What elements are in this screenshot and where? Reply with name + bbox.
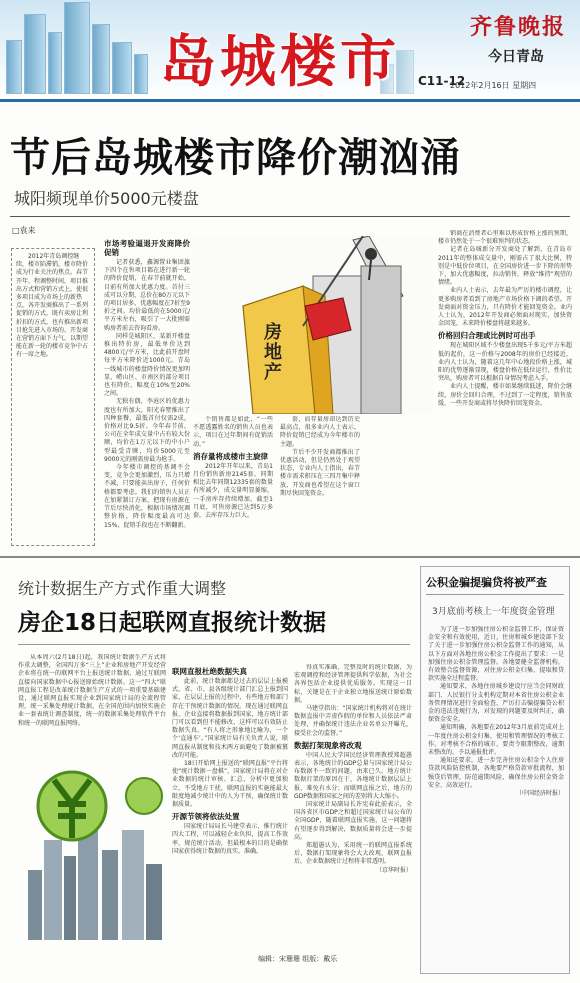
- section-heading: 市场考验逼退开发商降价促销: [104, 239, 190, 257]
- lead-paragraph: 2012年青岛调控继续，楼市陷滞销，楼市降价成为行业关注的焦点。春节开年，程调整时间，项目推出方式和营销方式上，使很多项目成为市场上的新热点，各开发商推出了一系列促销的方式，既有卖房让利折扣的方式，也有推出新项目抢先进入市场的。开发商在营销方面下力气，以期望能在新一轮的楼市竞争中占有一席之地。: [16, 253, 89, 359]
- skyline-building: [24, 14, 46, 94]
- article-column: [193, 416, 273, 552]
- source-credit: （京华时报）: [375, 866, 412, 874]
- sidebar-title: 公积金骗提骗贷将被严查: [426, 576, 547, 589]
- paragraph: 业内人士表示，去年最为严厉的楼市调控，让更多购房者看到了房地产市场价格下调的希望。开发商面对资金压力，只有降价才能回笼资金。业内人士认为，2012年开发商必须面对现实，加快资金回笼，未来降价楼盘将越来越多。: [438, 287, 572, 328]
- divider: [10, 216, 570, 217]
- masthead: [0, 0, 580, 100]
- main-subheadline: 城阳频现单价5000元楼盘: [14, 189, 199, 208]
- real-estate-illustration: [193, 236, 433, 414]
- section-title: 岛城楼市: [160, 30, 400, 95]
- paragraph: 套，而存量房却达到历史最高点，很多业内人士表示，降价促销已经成为今年楼市的主题。: [280, 416, 360, 448]
- paragraph: 通知要求，各地住房城乡建设厅应当会同财政部门、人民银行分支机构定期对本省住房公积金业务管理情况进行全面检查，严厉打击骗提骗贷公积金的违法违规行为，对发现的问题要及时纠正，确保资金安全。: [428, 683, 564, 724]
- illustration-sign: 房地产: [261, 322, 282, 382]
- section-heading: 消存量将成楼市主旋律: [193, 451, 268, 461]
- section-divider: [0, 556, 580, 558]
- bottom-kicker: 统计数据生产方式作重大调整: [18, 579, 227, 598]
- paragraph: 郑超愚认为，采用统一的联网直报系统后，数据打架现象将会大大改观，联网直报后，企业数据统计过程将非常透明。: [294, 842, 412, 866]
- paragraph: 无独有偶，李沧区的优惠力度也有所加大，阳光春墅推出了四种套餐，最低首付仅需2成，价格对比9.5折。今年春节前，公司在全年成交量中占有较大份额，均价在1万元以下的中小户型最受青睐，均价5000元至9000元的刚需房最为抢手。: [104, 398, 190, 463]
- paragraph: 18日开始网上报送的“联网直报”平台将使“统计数据一盘棋”，国家统计局将在对企业数据的统计审核、汇总、分析中更加独立，不受地方干扰，联网直报的实施能最大限度地减少统计中的人为干预，确保统计数据质量。: [172, 760, 288, 809]
- paragraph: 得真实准确、完整及时的统计数据，为宏观调控和经济管理提供科学依据，为社会各界包括企业提供优质服务。实现这一目标，关键是在于企业独立地报送统计原始数据。: [294, 664, 412, 704]
- paragraph: 为了进一步加强住房公积金监督工作，保证资金安全和有效使用，近日，住房和城乡建设部下发了关于进一步加强住房公积金监督工作的通知，从以下方面对各地住房公积金工作提出了要求：一是加强住房公积金管理监督。各地要健全监督机构，有效整合监督资源，对住房公积金归集、提取和贷款实施全过程监督。: [428, 626, 564, 683]
- section-heading: 联网直报杜绝数据失真: [172, 667, 247, 676]
- skyline-building: [112, 42, 132, 94]
- paragraph: 业内人士提醒，楼市如果继续低迷，降价会继续，房价会回归合理，不过到了一定程度，销售放缓，一些开发商或将尽快降价回笼资金。: [438, 383, 572, 407]
- lead-box: [11, 248, 95, 546]
- editor-credit: 编辑：宋珊珊 组版：戴乐: [258, 955, 338, 963]
- masthead-rule: [0, 99, 580, 102]
- paragraph: 马建堂指出：“国家统计机构将对在统计数据直报中弄虚作假的单位和人员依法严肃处理，并确保统计违法企业名单公开曝光，接受社会的监督。”: [294, 705, 412, 737]
- edition-label: C11-12: [418, 74, 466, 88]
- paragraph: 2012年开年以来，青岛1月份销售新房2145套，同期相比去年同期12335套的数量有所减少，成交量明显萎缩，一手房库存持续增加，截至1月底，可售房源已达到5万多套，去库存压力巨大。: [193, 462, 273, 520]
- paragraph: 通知明确，各地要在2012年3月底前完成对上一年度住房公积金归集、使用和管理情况的考核工作。对考核不合格的城市，要责令限期整改，逾期未整改的，予以通报批评。: [428, 724, 564, 757]
- skyline-building: [48, 32, 62, 94]
- paragraph: 同样是城阳区，某新开楼盘推出特价房，最低单价达到4800元/平方米，比此前开盘时每平方米降价近1000元。青岛一线城市的楼盘降价情况更加明显，崂山区、市南区的部分项目也有降价，幅度在10%至20%之间。: [104, 332, 190, 398]
- paragraph: 今年楼市调控的基调不会变，竞争会更加激烈，压力只增不减，只要能卖出房子，任何价格都要考虑。我们的销售人员正在加紧制订方案，把现有房源在节后尽快消化，根据市场情况调整价格，降价幅度最高可达15%，促销手段也在不断翻新。: [104, 464, 190, 529]
- sidebar-column: [428, 626, 564, 970]
- skyline-building: [92, 24, 110, 94]
- skyline-building: [6, 40, 22, 94]
- divider: [426, 594, 564, 595]
- paragraph: 从本周六(2月18日)起，我国统计数据生产方式将作重大调整，全国四万多“三上”企业和房地产开发经营企业将在统一的联网平台上报送统计数据，通过互联网直接向国家数据中心报送原始统计数据。这一“四大”联网直报工程是改革统计数据生产方式的一项重要基础建设，通过联网直报实现企业到国家统计局的全流程管理，统一采集处理统计数据，在全国范围内加快实施企业一套表统计调查制度，统一的数据采集处理软件平台和统一的联网直报网络。: [18, 654, 166, 727]
- source-credit: （中国经济时报）: [515, 790, 564, 798]
- stats-illustration: [14, 760, 174, 950]
- article-column: [438, 230, 572, 552]
- skyline-building: [134, 54, 148, 94]
- sub-brand: 今日青岛: [488, 49, 544, 65]
- bottom-headline: 房企18日起联网直报统计数据: [18, 610, 327, 636]
- paragraph: 节后不少开发商都推出了优惠活动，但是仍然处于观望状态，专业内人士指出，春节楼市需求积压在三四月集中释放，开发商也希望在这个窗口期尽快回笼资金。: [280, 448, 360, 497]
- main-headline: 节后岛城楼市降价潮汹涌: [10, 135, 461, 181]
- byline: □袁来: [12, 226, 36, 235]
- article-column: [294, 664, 412, 950]
- newspaper-logo: 齐鲁晚报: [470, 14, 567, 40]
- paragraph: 中国人民大学国民经济管理教授郑超愚表示，各地统计的GDP总量与国家统计局公布数据不一致的问题，由来已久。地方统计数据打架的原因在于，各地统计数据层层上报，难免有水分；而联网直报之后，地方的GDP数据和国家之间的差别将大大缩小。: [294, 751, 412, 800]
- section-heading: 数据打架现象将改观: [294, 740, 362, 750]
- article-column: [104, 236, 190, 552]
- paragraph: 个销售都是如此，“一些不愿透露姓名的销售人员也表示，项目在过年期间有促销活动。”: [193, 416, 273, 448]
- section-heading: 价格回归合理或比例时可出手: [438, 331, 536, 341]
- article-column: [280, 416, 360, 552]
- paragraph: 销商在消费者心里难以形成价格上涨的预期，楼市仍然处于一个很难预判的状态。: [438, 230, 572, 246]
- paragraph: 记者在岛城新分开发商处了解到，在青岛市2011年的整体成交量中，刚需占了很大比例，特别是中低价位项目，在全国房价进一步下降的形势下，加大优惠幅度，拉动销售，释放“维持”观望的情绪。: [438, 246, 572, 287]
- paragraph: 通知还要求，进一步完善住房公积金个人住房贷款风险防控机制，各地要严格贷款审批流程，加强贷后管理，防范逾期风险，确保住房公积金资金安全、高效运行。: [428, 757, 564, 789]
- sidebar-subtitle: 3月底前考核上一年度资金管理: [432, 607, 555, 617]
- paragraph: 记者获悉，鑫源置业集团旗下四个在售项目都在进行新一轮的降价促销，在春节前就开始，目前有所加大优惠力度。首付三成可以分期，总价在80万元以下的项目居多，优惠幅度在7折至9折之间。均价最低的在5000元/平方米左右，吸引了一大批刚需购房者前去咨询看房。: [104, 259, 190, 332]
- paragraph: 国家统计局局长马建堂表示，推行统计四大工程，可以减轻企业负担，提高工作效率，规范统计活动，但最根本的目的是确保国家获得统计数据的真实、准确。: [172, 823, 288, 855]
- article-column: [172, 664, 288, 950]
- paragraph: 此前，统计数据都是过去的层层上报模式，省、市、县各级统计部门汇总上报到国家，在层层上报的过程中，有些地方和部门存在干预统计数据的情况。现在通过联网直报，企业直接将数据报到国家，地方统计部门可以看到但不能修改，这样可以有效防止数据失真。“有人将之形象地比喻为，一个个‘直通车’。”国家统计局有关负责人说，联网直报从制度和技术两方面避免了数据被篡改的可能。: [172, 678, 288, 759]
- divider: [18, 644, 410, 645]
- paragraph: 国家统计局副局长许宪春此前表示，全国各省区市GDP之和超过国家统计局公布的全国GDP，随着联网直报实施，这一问题将有望逐步得到解决，数据质量将会进一步提高。: [294, 801, 412, 841]
- paragraph: 现在城阳区域不少楼盘出现5千多元/平方米超低的起价，这一价格与2008年的房价已经接近，业内人士认为，随着这几年中心地段价格上涨，城阳的优势逐渐显现，楼盘价格在低位运行，性价比突出，购房者可以根据自身情况考虑入手。: [438, 342, 572, 383]
- skyline-building: [64, 2, 90, 94]
- section-heading: 开源节领将依法处置: [172, 812, 240, 822]
- article-column: [18, 654, 166, 758]
- issue-date: 2012年2月16日 星期四: [450, 81, 537, 90]
